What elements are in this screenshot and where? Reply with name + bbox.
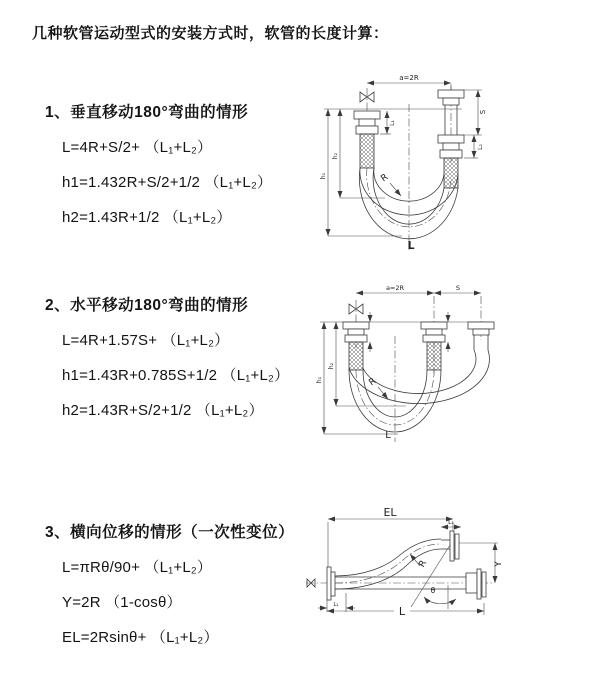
dim-label-s: S	[479, 109, 487, 115]
dim-label-l2: L₂	[477, 144, 484, 150]
straight-pipe	[335, 569, 486, 599]
dim-label-l-total: L	[385, 430, 391, 441]
dim-label-el: EL	[383, 506, 397, 519]
formula-el: EL=2Rsinθ+ （L₁+L₂）	[62, 629, 219, 646]
dim-label-a2r: a=2R	[399, 74, 419, 82]
formula-l: L=4R+S/2+ （L₁+L₂）	[62, 139, 213, 156]
upper-flange	[441, 531, 459, 561]
right-fitting	[438, 90, 464, 188]
radius-callout	[410, 554, 429, 569]
formula-l: L=πRθ/90+ （L₁+L₂）	[62, 559, 213, 576]
hose-u-bend	[359, 168, 458, 239]
section-1	[45, 100, 315, 227]
dim-label-l1-left: L₁	[333, 602, 339, 608]
dim-l1-top	[441, 519, 461, 527]
left-flange	[327, 567, 335, 600]
dim-s-l2	[464, 90, 487, 158]
dim-label-l1-top: L₁	[448, 519, 454, 526]
dim-label-s: S	[455, 284, 461, 292]
dim-label-y: Y	[494, 561, 504, 567]
formula-h1: h1=1.43R+0.785S+1/2 （L₁+L₂）	[62, 367, 290, 384]
diagram-lateral-displacement	[298, 505, 600, 655]
dim-label-h2: h₂	[328, 362, 335, 370]
middle-fitting	[421, 322, 447, 370]
dim-label-l-total: L	[398, 605, 406, 618]
dim-label-theta: θ	[430, 586, 436, 595]
diagram-horizontal-180-bend	[308, 278, 600, 453]
section-3-heading: 3、横向位移的情形（一次性变位）	[45, 524, 295, 541]
dim-width	[367, 74, 451, 90]
dim-label-h1: h₁	[316, 376, 323, 384]
dim-label-r: R	[367, 376, 379, 389]
section-1-heading: 1、垂直移动180°弯曲的情形	[45, 104, 249, 121]
dim-label-l1: L₁	[389, 120, 396, 126]
dim-l-bottom	[327, 603, 484, 618]
dim-label-r: R	[417, 558, 430, 570]
section-3	[45, 520, 335, 647]
hose-u-bends	[349, 350, 489, 432]
left-fitting	[343, 322, 369, 370]
formula-h2: h2=1.43R+S/2+1/2 （L₁+L₂）	[62, 402, 264, 419]
section-2-heading: 2、水平移动180°弯曲的情形	[45, 297, 249, 314]
formula-h2: h2=1.43R+1/2 （L₁+L₂）	[62, 209, 232, 226]
dim-label-r: R	[379, 172, 391, 185]
formula-l: L=4R+1.57S+ （L₁+L₂）	[62, 332, 230, 349]
formula-y: Y=2R （1-cosθ）	[62, 594, 182, 611]
left-fitting	[354, 111, 380, 168]
section-2	[45, 293, 325, 420]
formula-h1: h1=1.432R+S/2+1/2 （L₁+L₂）	[62, 174, 273, 191]
dim-l1	[380, 111, 396, 134]
dim-label-l-total: L	[407, 239, 415, 252]
dim-label-h2: h₂	[332, 152, 339, 160]
dim-width-s	[356, 284, 481, 293]
dim-label-a2r: a=2R	[385, 284, 405, 292]
dim-el	[328, 506, 453, 570]
dim-l1-left	[318, 593, 355, 612]
diagram-vertical-180-bend	[310, 66, 600, 266]
radius-callout	[379, 172, 401, 196]
dim-label-h1: h₁	[320, 172, 327, 180]
page-title: 几种软管运动型式的安装方式时，软管的长度计算：	[32, 25, 389, 42]
